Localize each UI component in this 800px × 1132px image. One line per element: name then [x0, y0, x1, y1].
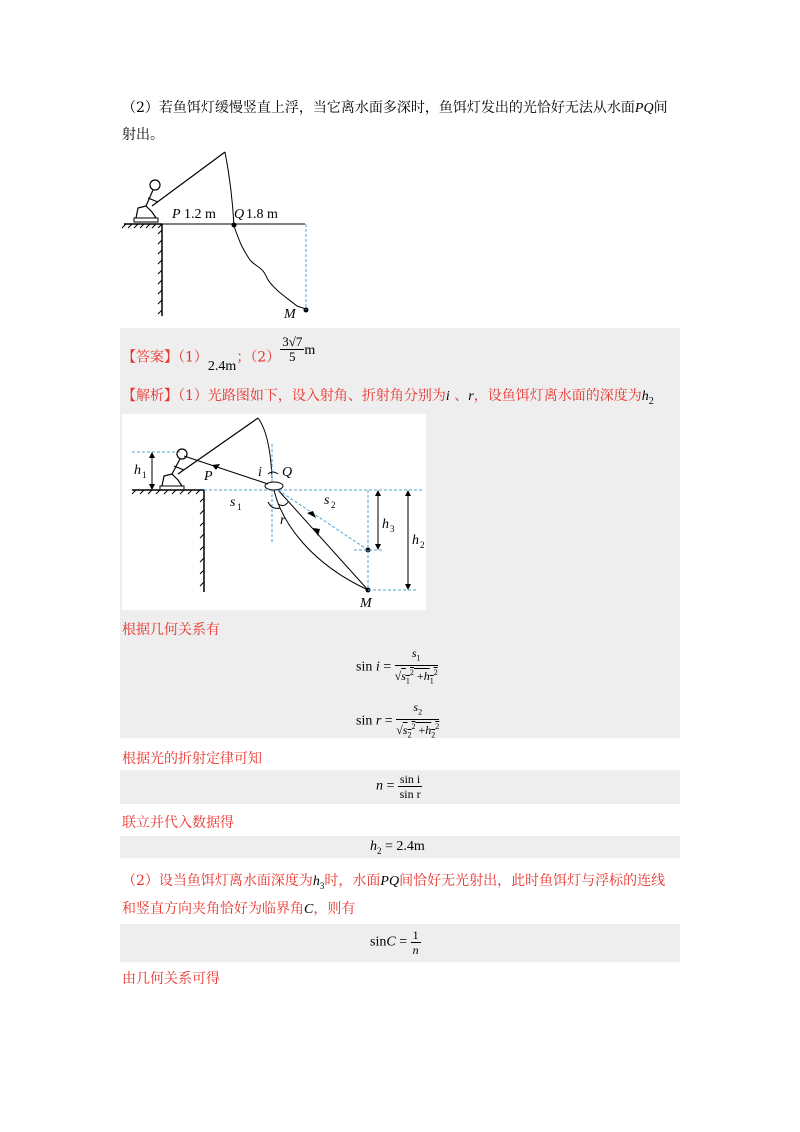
fig2-h3: h — [382, 517, 389, 532]
figure-light-path — [122, 414, 426, 610]
fig2-p: P — [204, 469, 213, 484]
fig2-s2: s — [324, 493, 330, 508]
critical-angle-fraction: $\frac{1}{n}$ — [412, 928, 419, 957]
fig2-r: r — [280, 513, 286, 528]
figure-fishing-setup — [122, 148, 322, 320]
part2-line-2: 和竖直方向夹角恰好为临界角C，则有 — [122, 901, 356, 917]
sin-r-fraction: $\frac{s_2}{√s_2^2 +h_2^2}$ — [396, 700, 440, 740]
answer-value2-fraction: $\frac{3√7}{5}$ — [282, 334, 303, 364]
critical-angle-equation: sinC = $\frac{1}{n}$ — [370, 928, 419, 957]
fig1-label-m: M — [284, 307, 296, 320]
question-text: （2）若鱼饵灯缓慢竖直上浮，当它离水面多深时，鱼饵灯发出的光恰好无法从水面 — [122, 100, 635, 116]
var-r: r — [468, 389, 474, 404]
fig2-h2-sub: 2 — [420, 540, 425, 550]
fig2-s1: s — [230, 495, 236, 510]
question-line-2: 射出。 — [122, 127, 164, 143]
analysis-label: 【解析】 — [122, 388, 178, 404]
question-tail: 间 — [653, 100, 668, 116]
fig2-h3-sub: 3 — [390, 524, 395, 534]
fig2-m: M — [360, 596, 372, 610]
geometry-text: 根据几何关系有 — [122, 622, 220, 638]
answer-part1: （1） — [178, 349, 208, 366]
fig1-dist-q: 1.8 m — [246, 207, 278, 222]
analysis-intro-tail: ，设鱼饵灯离水面的深度为 — [473, 388, 642, 404]
answer-part2: （2） — [250, 349, 281, 366]
var-i: i — [445, 389, 450, 404]
law-text: 根据光的折射定律可知 — [122, 751, 262, 767]
refraction-fraction: $\frac{\text{sin i}}{\text{sin r}}$ — [399, 772, 421, 801]
var-h2: h — [641, 389, 649, 404]
part2-line-1: （2）设当鱼饵灯离水面深度为$h_3$时，水面PQ间恰好无光射出，此时鱼饵灯与浮标的连线 — [122, 873, 666, 891]
fig2-h1: h — [134, 463, 141, 478]
fig2-h2: h — [412, 533, 419, 548]
combine-text: 联立并代入数据得 — [122, 815, 234, 831]
fig1-dist-p: 1.2 m — [184, 207, 216, 222]
answer-sep: ； — [236, 349, 251, 366]
sin-i-equation: sin i = $\frac{s_1}{√s_1^2 +h_1^2}$ — [356, 646, 438, 689]
fig2-i: i — [258, 465, 262, 480]
geometry-text-2: 由几何关系可得 — [122, 971, 220, 987]
fig2-h1-sub: 1 — [142, 470, 147, 480]
pq-label: PQ — [634, 101, 654, 116]
h2-result: $h_2 = 2.4m$ — [370, 839, 425, 856]
fig2-s1-sub: 1 — [237, 502, 242, 512]
answer-label: 【答案】 — [122, 349, 178, 366]
fig1-label-p: P — [172, 207, 181, 222]
analysis-line: 【解析】（1）光路图如下，设入射角、折射角分别为i 、r，设鱼饵灯离水面的深度为$h_2$ — [122, 388, 654, 407]
answer-value1: 2.4m — [207, 358, 237, 374]
analysis-intro: （1）光路图如下，设入射角、折射角分别为 — [178, 388, 446, 404]
fig1-label-q: Q — [234, 207, 245, 222]
sin-i-fraction: $\frac{s_1}{√s_1^2 +h_1^2}$ — [394, 646, 438, 686]
fig2-q: Q — [282, 465, 293, 480]
answer-line — [122, 334, 316, 375]
refraction-law-equation: n = $\frac{\text{sin i}}{\text{sin r}}$ — [376, 772, 421, 801]
sin-r-equation: sin r = $\frac{s_2}{√s_2^2 +h_2^2}$ — [356, 700, 439, 743]
question-line-1 — [122, 99, 702, 118]
fig2-s2-sub: 2 — [331, 500, 336, 510]
answer-value2-unit: m — [304, 342, 316, 358]
